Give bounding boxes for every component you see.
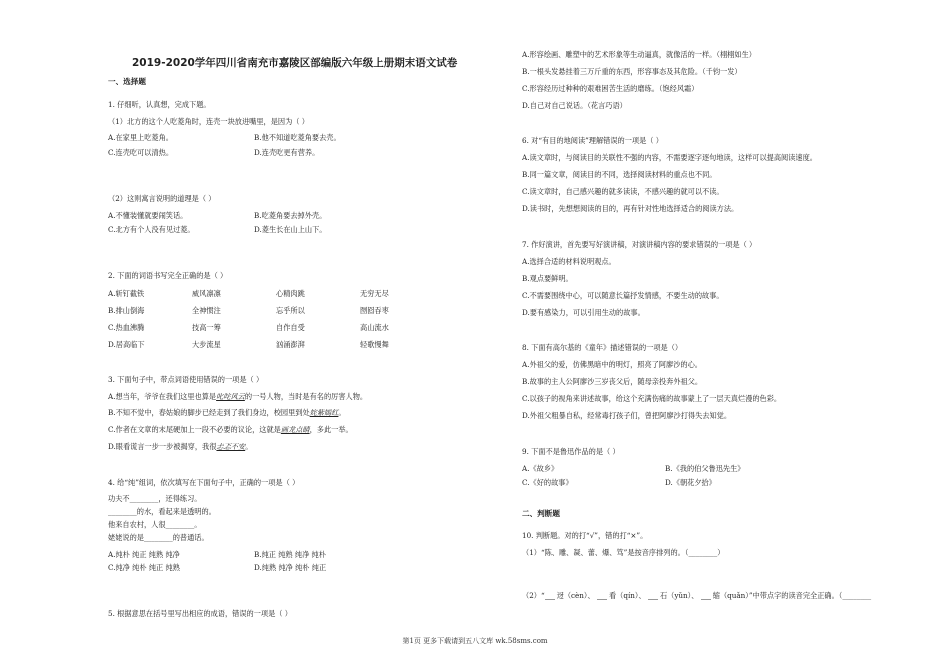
char-image-icon [545, 593, 555, 600]
page-footer: 第1页 更多下载请到五八文库 wk.58sms.com [402, 637, 548, 645]
q2-row-a-1: A.斩钉截铁 [108, 289, 145, 298]
q6-option-c: C.读文章时，自己感兴趣的就多读读，不感兴趣的就可以不读。 [522, 187, 724, 196]
q6-option-a: A.读文章时，与阅读目的关联性不强的内容，不需要逐字逐句地读，这样可以提高阅读速度。 [522, 153, 817, 162]
q4-option-d: D.纯熟 纯净 纯朴 纯正 [254, 563, 327, 572]
q9-option-b: B.《我的伯父鲁迅先生》 [665, 464, 745, 473]
q2-row-c-4: 高山流水 [360, 323, 389, 332]
section-heading-choice: 一、选择题 [108, 77, 146, 86]
q2-row-b-1: B.排山倒海 [108, 306, 145, 315]
q3-option-b: B.不知不觉中，春姑娘的脚步已经走到了我们身边，校园里到处姹紫嫣红。 [108, 408, 346, 417]
page-title: 2019-2020学年四川省南充市嘉陵区部编版六年级上册期末语文试卷 [132, 57, 458, 69]
q3-option-d: D.眼看谎言一步一步被揭穿，我很忐忑不安。 [108, 442, 253, 451]
q4-stem: 4. 给“纯”组词，依次填写在下面句子中，正确的一项是（ ） [108, 478, 300, 487]
q2-row-d-1: D.居高临下 [108, 340, 145, 349]
q10-sub2: （2）“ 迓（cèn）、 看（qín）、 石（yǔn）、 缩（quǎn）”中带点字的读音完全正确。（________ [522, 591, 872, 600]
q9-option-a: A.《故乡》 [522, 464, 559, 473]
q7-option-d: D.要有感染力，可以引用生动的故事。 [522, 308, 645, 317]
q2-row-a-3: 心精肉跳 [276, 289, 305, 298]
q1-sub2-option-a: A.不懂装懂就要闹笑话。 [108, 211, 188, 220]
char-image-icon [701, 593, 711, 600]
section-heading-judgement: 二、判断题 [522, 509, 560, 518]
q5-option-a: A.形容绘画、雕塑中的艺术形象等生动逼真，就像活的一样。（栩栩如生） [522, 50, 756, 59]
q2-stem: 2. 下面的词语书写完全正确的是（ ） [108, 271, 228, 280]
q7-option-b: B.观点要鲜明。 [522, 274, 573, 283]
q2-row-d-2: 大步流星 [192, 340, 221, 349]
q4-line-2: ________的水，看起来是透明的。 [108, 507, 216, 516]
q1-option-b: B.他不知道吃菱角要去壳。 [254, 133, 341, 142]
q2-row-b-4: 囫囵吞枣 [360, 306, 389, 315]
q7-option-a: A.选择合适的材料说明观点。 [522, 257, 616, 266]
q10-stem: 10. 判断题。对的打“√”，错的打“×”。 [522, 531, 648, 540]
q4-line-1: 功夫不________，还得练习。 [108, 494, 202, 503]
q2-row-a-4: 无穷无尽 [360, 289, 389, 298]
q8-option-c: C.以孩子的视角来讲述故事，给这个充满伤痛的故事蒙上了一层天真烂漫的色彩。 [522, 394, 782, 403]
q4-line-3: 他来自农村，人很________。 [108, 520, 202, 529]
q4-option-c: C.纯净 纯朴 纯正 纯熟 [108, 563, 180, 572]
q9-option-c: C.《好的故事》 [522, 478, 573, 487]
q1-sub2-option-c: C.北方有个人没有见过菱。 [108, 225, 195, 234]
q10-sub1: （1）“陈、雕、凝、蕾、爆、笃”是按音序排列的。（________） [522, 548, 725, 557]
q4-option-a: A.纯朴 纯正 纯熟 纯净 [108, 550, 180, 559]
q9-option-d: D.《朝花夕拾》 [665, 478, 716, 487]
q1-option-a: A.在家里上吃菱角。 [108, 133, 173, 142]
q1-sub2-option-d: D.菱生长在山上山下。 [254, 225, 327, 234]
q8-option-b: B.故事的主人公阿廖沙三岁丧父后，随母亲投奔外祖父。 [522, 377, 703, 386]
q2-row-c-1: C.热血沸腾 [108, 323, 145, 332]
q1-sub2-option-b: B.吃菱角要去掉外壳。 [254, 211, 327, 220]
char-image-icon [648, 593, 658, 600]
q8-option-a: A.外祖父的爱，仿佛黑暗中的明灯，照亮了阿廖沙的心。 [522, 360, 702, 369]
q1-sub2: （2）这则寓言说明的道理是（ ） [108, 194, 216, 203]
q1-option-d: D.连壳吃更有营养。 [254, 148, 320, 157]
q1-sub1: （1）北方的这个人吃菱角时，连壳一块放进嘴里，是因为（ ） [108, 117, 309, 126]
q6-stem: 6. 对“有目的地阅读”理解错误的一项是（ ） [522, 136, 663, 145]
q8-option-d: D.外祖父粗暴自私，经常毒打孩子们，曾把阿廖沙打得失去知觉。 [522, 411, 732, 420]
q3-option-c: C.作者在文章的末尾硬加上一段不必要的议论，这就是画龙点睛，多此一举。 [108, 425, 353, 434]
q6-option-b: B.同一篇文章，阅读目的不同，选择阅读材料的重点也不同。 [522, 170, 717, 179]
q2-row-d-4: 轻歌慢舞 [360, 340, 389, 349]
q6-option-d: D.读书时，先想想阅读的目的，再有针对性地选择适合的阅读方法。 [522, 204, 739, 213]
q2-row-b-3: 忘乎所以 [276, 306, 305, 315]
q5-option-d: D.自己对自己说话。（花言巧语） [522, 101, 627, 110]
q4-option-b: B.纯正 纯熟 纯净 纯朴 [254, 550, 326, 559]
q1-stem: 1. 仔细听，认真想，完成下题。 [108, 100, 211, 109]
q2-row-b-2: 全神惯注 [192, 306, 221, 315]
q2-row-c-2: 技高一筹 [192, 323, 221, 332]
q4-line-4: 姥姥说的是________的普通话。 [108, 533, 209, 542]
q9-stem: 9. 下面不是鲁迅作品的是（ ） [522, 447, 620, 456]
q7-stem: 7. 作好演讲，首先要写好演讲稿，对演讲稿内容的要求错误的一项是（ ） [522, 240, 757, 249]
q2-row-d-3: 汹涌澎湃 [276, 340, 305, 349]
q3-stem: 3. 下面句子中，带点词语使用错误的一项是（ ） [108, 375, 264, 384]
q2-row-a-2: 威风凛凛 [192, 289, 221, 298]
q3-option-a: A.想当年，爷爷在我们这里也算是叱咤风云的一号人物，当时是有名的厉害人物。 [108, 392, 368, 401]
q7-option-c: C.不需要围绕中心，可以随意长篇抒发情感，不要生动的故事。 [522, 291, 724, 300]
q5-option-b: B.一根头发悬挂着三万斤重的东西，形容事态及其危险。（千钧一发） [522, 67, 742, 76]
char-image-icon [597, 593, 607, 600]
q5-option-c: C.形容经历过种种的艰难困苦生活的磨练。（饱经风霜） [522, 84, 699, 93]
q2-row-c-3: 自作自受 [276, 323, 305, 332]
q5-stem: 5. 根据意思在括号里写出相应的成语，错误的一项是（ ） [108, 609, 292, 618]
q1-option-c: C.连壳吃可以清热。 [108, 148, 174, 157]
q8-stem: 8. 下面有高尔基的《童年》描述错误的一项是（） [522, 343, 683, 352]
